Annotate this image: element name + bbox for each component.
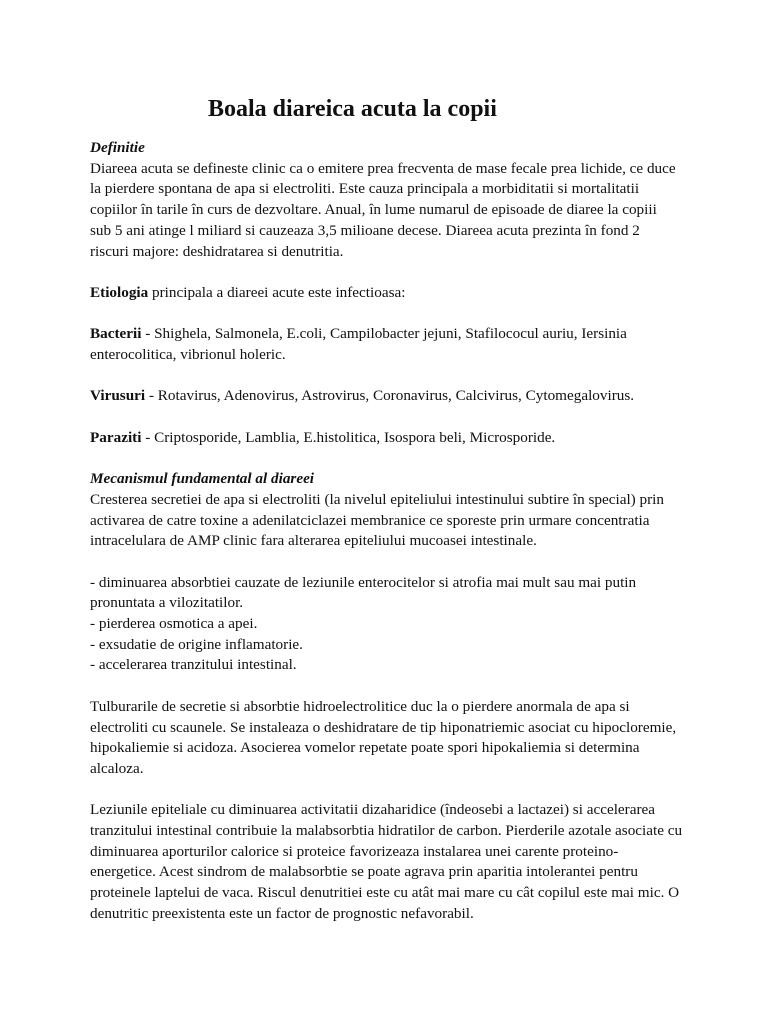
paragraph-line: sub 5 ani atinge l miliard si cauzeaza 3,5 milioane decese. Diareea acuta prezinta în fond 2 (90, 221, 640, 239)
paragraph-spacer (90, 676, 690, 697)
paragraph-line: copiilor în tarile în curs de dezvoltare. Anual, în lume numarul de episoade de diaree la copiii (90, 201, 657, 219)
paraziti-text: - Criptosporide, Lamblia, E.histolitica, Isospora beli, Microsporide. (141, 428, 556, 446)
virusuri-label: Virusuri (90, 387, 146, 405)
paragraph-line: Diareea acuta se defineste clinic ca o emitere prea frecventa de mase fecale prea lichide, ce duce (90, 159, 676, 177)
paragraph-line: activarea de catre toxine a adenilatciclazei membranice ce sporeste prin urmare concentratia (90, 511, 650, 529)
paraziti-paragraph (90, 428, 690, 449)
list-item: - exsudatie de origine inflamatorie. (90, 635, 303, 653)
paragraph-spacer (90, 366, 690, 387)
paragraph-line: Leziunile epiteliale cu diminuarea activitatii dizaharidice (îndeosebi a lactazei) si accelerarea (90, 801, 655, 819)
document-title: Boala diareica acuta la copii (208, 96, 497, 122)
paragraph-line: proteinele laptelui de vaca. Riscul denutritiei este cu atât mai mare cu cât copilul este mai mic. O (90, 884, 680, 902)
paragraph-line: intracelulara de AMP clinic fara alterarea epiteliului mucoasei intestinale. (90, 532, 537, 550)
virusuri-paragraph (90, 386, 690, 407)
paragraph-line: tranzitului intestinal contribuie la malabsorbtia hidratilor de carbon. Pierderile azotale asociate cu (90, 822, 683, 840)
etiologia-paragraph (90, 283, 690, 304)
section-heading-mecanismul: Mecanismul fundamental al diareei (90, 470, 315, 488)
paragraph-spacer (90, 262, 690, 283)
bacterii-label: Bacterii (90, 325, 142, 343)
paragraph-spacer (90, 407, 690, 428)
paragraph-line: denutritic preexistenta este un factor de prognostic nefavorabil. (90, 904, 474, 922)
paragraph-line: hipokaliemie si acidoza. Asocierea vomelor repetate poate spori hipokaliemia si determina (90, 739, 640, 757)
paragraph-line: alcaloza. (90, 759, 144, 777)
list-item: pronuntata a vilozitatilor. (90, 594, 244, 612)
paragraph-line: enterocolitica, vibrionul holeric. (90, 346, 286, 363)
list-item: - accelerarea tranzitului intestinal. (90, 656, 297, 674)
paragraph-spacer (90, 304, 690, 325)
paragraph-spacer (90, 448, 690, 469)
bacterii-paragraph (90, 324, 690, 345)
section-heading-definitie: Definitie (90, 139, 145, 156)
paragraph-line: Tulburarile de secretie si absorbtie hidroelectrolitice duc la o pierdere anormala de apa si (90, 697, 630, 715)
list-item: - pierderea osmotica a apei. (90, 615, 258, 633)
paragraph-line: energetice. Acest sindrom de malabsorbtie se poate agrava prin aparitia intolerantei pentru (90, 863, 638, 881)
virusuri-text: - Rotavirus, Adenovirus, Astrovirus, Coronavirus, Calcivirus, Cytomegalovirus. (145, 387, 635, 405)
etiologia-text: principala a diareei acute este infectioasa: (148, 283, 406, 301)
document-body (90, 138, 690, 925)
paragraph-line: diminuarea aporturilor calorice si proteice favorizeaza instalarea unei carente proteino- (90, 842, 619, 860)
paragraph-spacer (90, 780, 690, 801)
paragraph-line: electroliti cu scaunele. Se instaleaza o deshidratare de tip hiponatriemic asociat cu hipocloremie, (90, 718, 677, 736)
paragraph-spacer (90, 552, 690, 573)
list-item: - diminuarea absorbtiei cauzate de leziunile enterocitelor si atrofia mai mult sau mai putin (90, 573, 637, 591)
paragraph-line: la pierdere spontana de apa si electroliti. Este cauza principala a morbiditatii si mortalitatii (90, 180, 640, 198)
bacterii-text: - Shighela, Salmonela, E.coli, Campilobacter jejuni, Stafilococul auriu, Iersinia (141, 325, 627, 343)
paragraph-line: Cresterea secretiei de apa si electroliti (la nivelul epiteliului intestinului subtire în special) prin (90, 490, 664, 508)
etiologia-label: Etiologia (90, 283, 149, 301)
paragraph-line: riscuri majore: deshidratarea si denutritia. (90, 242, 344, 260)
paraziti-label: Paraziti (90, 428, 142, 446)
